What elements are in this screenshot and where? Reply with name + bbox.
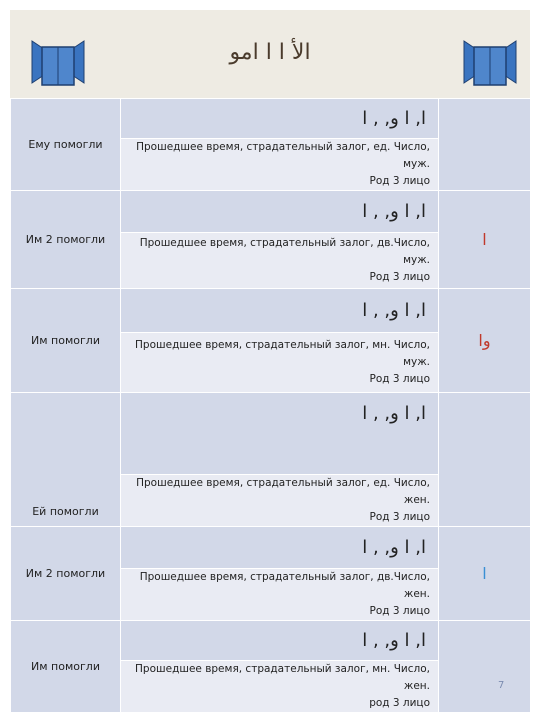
arabic-form: ا, ا و, , ا (121, 191, 439, 233)
grammar-line: Прошедшее время, страдательный залог, дв.Число, муж. (139, 237, 430, 266)
grammar-line: Род 3 лицо (369, 175, 430, 187)
ending-cell (439, 99, 531, 191)
grammar-description (121, 661, 439, 713)
arabic-form: ا, ا و, , ا (121, 393, 439, 475)
grammar-line: Род 3 лицо (369, 271, 430, 283)
translation-cell: Ей помогли (11, 393, 121, 527)
ending-text: وا (478, 331, 491, 350)
arabic-form: ا, ا و, , ا (121, 527, 439, 569)
grammar-description (121, 139, 439, 191)
grammar-line: Род 3 лицо (369, 373, 430, 385)
ending-text: ا (482, 230, 487, 249)
page-number: 7 (498, 680, 505, 691)
arabic-form: ا, ا و, , ا (121, 289, 439, 333)
grammar-line: Прошедшее время, страдательный залог, мн. Число, жен. (135, 663, 430, 692)
grammar-description (121, 475, 439, 527)
arabic-form: ا, ا و, , ا (121, 621, 439, 661)
translation-cell: Им 2 помогли (11, 527, 121, 621)
grammar-description (121, 233, 439, 289)
grammar-line: род 3 лицо (369, 697, 430, 709)
ending-cell (439, 191, 531, 289)
translation-cell: Им помогли (11, 289, 121, 393)
grammar-line: Род 3 лицо (369, 511, 430, 523)
grammar-line: Прошедшее время, страдательный залог, мн. Число, муж. (135, 339, 430, 368)
translation-cell: Ему помогли (11, 99, 121, 191)
slide-header (10, 10, 530, 98)
ending-cell (439, 527, 531, 621)
conjugation-table (10, 98, 531, 713)
book-icon (30, 35, 86, 91)
grammar-line: Прошедшее время, страдательный залог, дв.Число, жен. (139, 571, 430, 600)
translation-cell: Им помогли (11, 621, 121, 713)
ending-cell (439, 621, 531, 713)
book-icon (462, 35, 518, 91)
grammar-line: Прошедшее время, страдательный залог, ед. Число, муж. (136, 141, 430, 170)
page-title: الأ ا ا امو (229, 40, 311, 65)
grammar-description (121, 569, 439, 621)
arabic-form: ا, ا و, , ا (121, 99, 439, 139)
grammar-description (121, 333, 439, 393)
ending-cell (439, 393, 531, 527)
ending-text: ا (482, 564, 487, 583)
ending-cell (439, 289, 531, 393)
grammar-line: Род 3 лицо (369, 605, 430, 617)
grammar-line: Прошедшее время, страдательный залог, ед. Число, жен. (136, 477, 430, 506)
translation-cell: Им 2 помогли (11, 191, 121, 289)
